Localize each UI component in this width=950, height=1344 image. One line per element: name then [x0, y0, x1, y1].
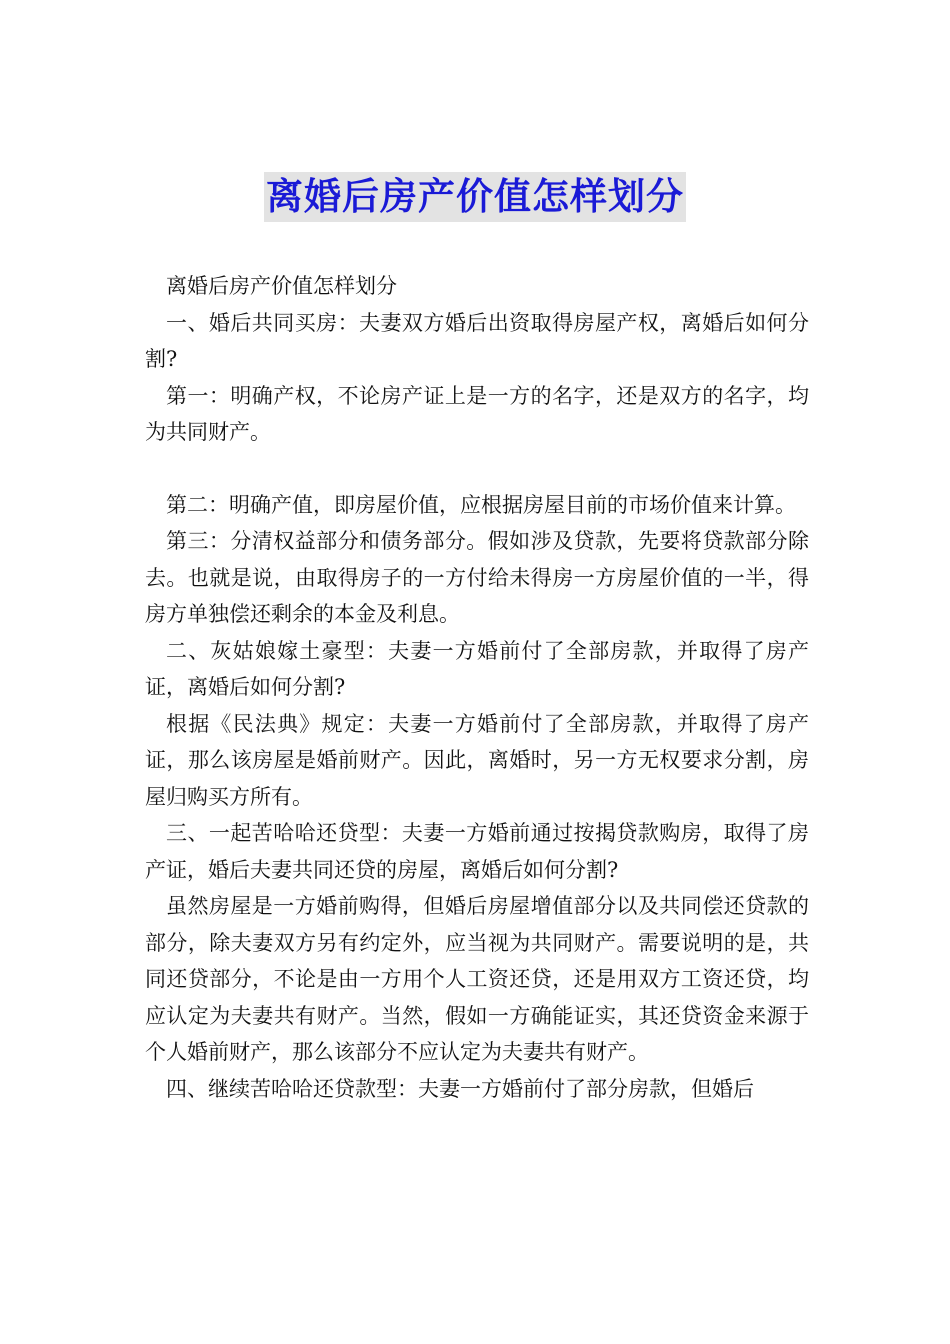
paragraph: 三、一起苦哈哈还贷型：夫妻一方婚前通过按揭贷款购房，取得了房产证，婚后夫妻共同还贷的房屋，离婚后如何分割? — [145, 821, 809, 882]
paragraph: 二、灰姑娘嫁土豪型：夫妻一方婚前付了全部房款，并取得了房产证，离婚后如何分割? — [145, 638, 809, 699]
document-body — [145, 268, 809, 1107]
paragraph: 四、继续苦哈哈还贷款型：夫妻一方婚前付了部分房款，但婚后 — [166, 1076, 754, 1101]
paragraph: 第一：明确产权，不论房产证上是一方的名字，还是双方的名字，均为共同财产。 — [145, 383, 809, 444]
title-container — [0, 172, 950, 222]
paragraph: 第三：分清权益部分和债务部分。假如涉及贷款，先要将贷款部分除去。也就是说，由取得房子的一方付给未得房一方房屋价值的一半，得房方单独偿还剩余的本金及利息。 — [145, 529, 809, 626]
paragraph: 离婚后房产价值怎样划分 — [166, 274, 397, 298]
paragraph: 一、婚后共同买房：夫妻双方婚后出资取得房屋产权，离婚后如何分割? — [145, 310, 809, 371]
paragraph: 根据《民法典》规定：夫妻一方婚前付了全部房款，并取得了房产证，那么该房屋是婚前财产。因此，离婚时，另一方无权要求分割，房屋归购买方所有。 — [145, 711, 809, 809]
paragraph: 虽然房屋是一方婚前购得，但婚后房屋增值部分以及共同偿还贷款的部分，除夫妻双方另有约定外，应当视为共同财产。需要说明的是，共同还贷部分，不论是由一方用个人工资还贷，还是用双方工资还贷，均应认定为夫妻共有财产。当然，假如一方确能证实，其还贷资金来源于个人婚前财产，那么该部分不应认定为夫妻共有财产。 — [145, 894, 809, 1064]
paragraph: 第二：明确产值，即房屋价值，应根据房屋目前的市场价值来计算。 — [166, 492, 796, 517]
document-title: 离婚后房产价值怎样划分 — [264, 172, 686, 222]
